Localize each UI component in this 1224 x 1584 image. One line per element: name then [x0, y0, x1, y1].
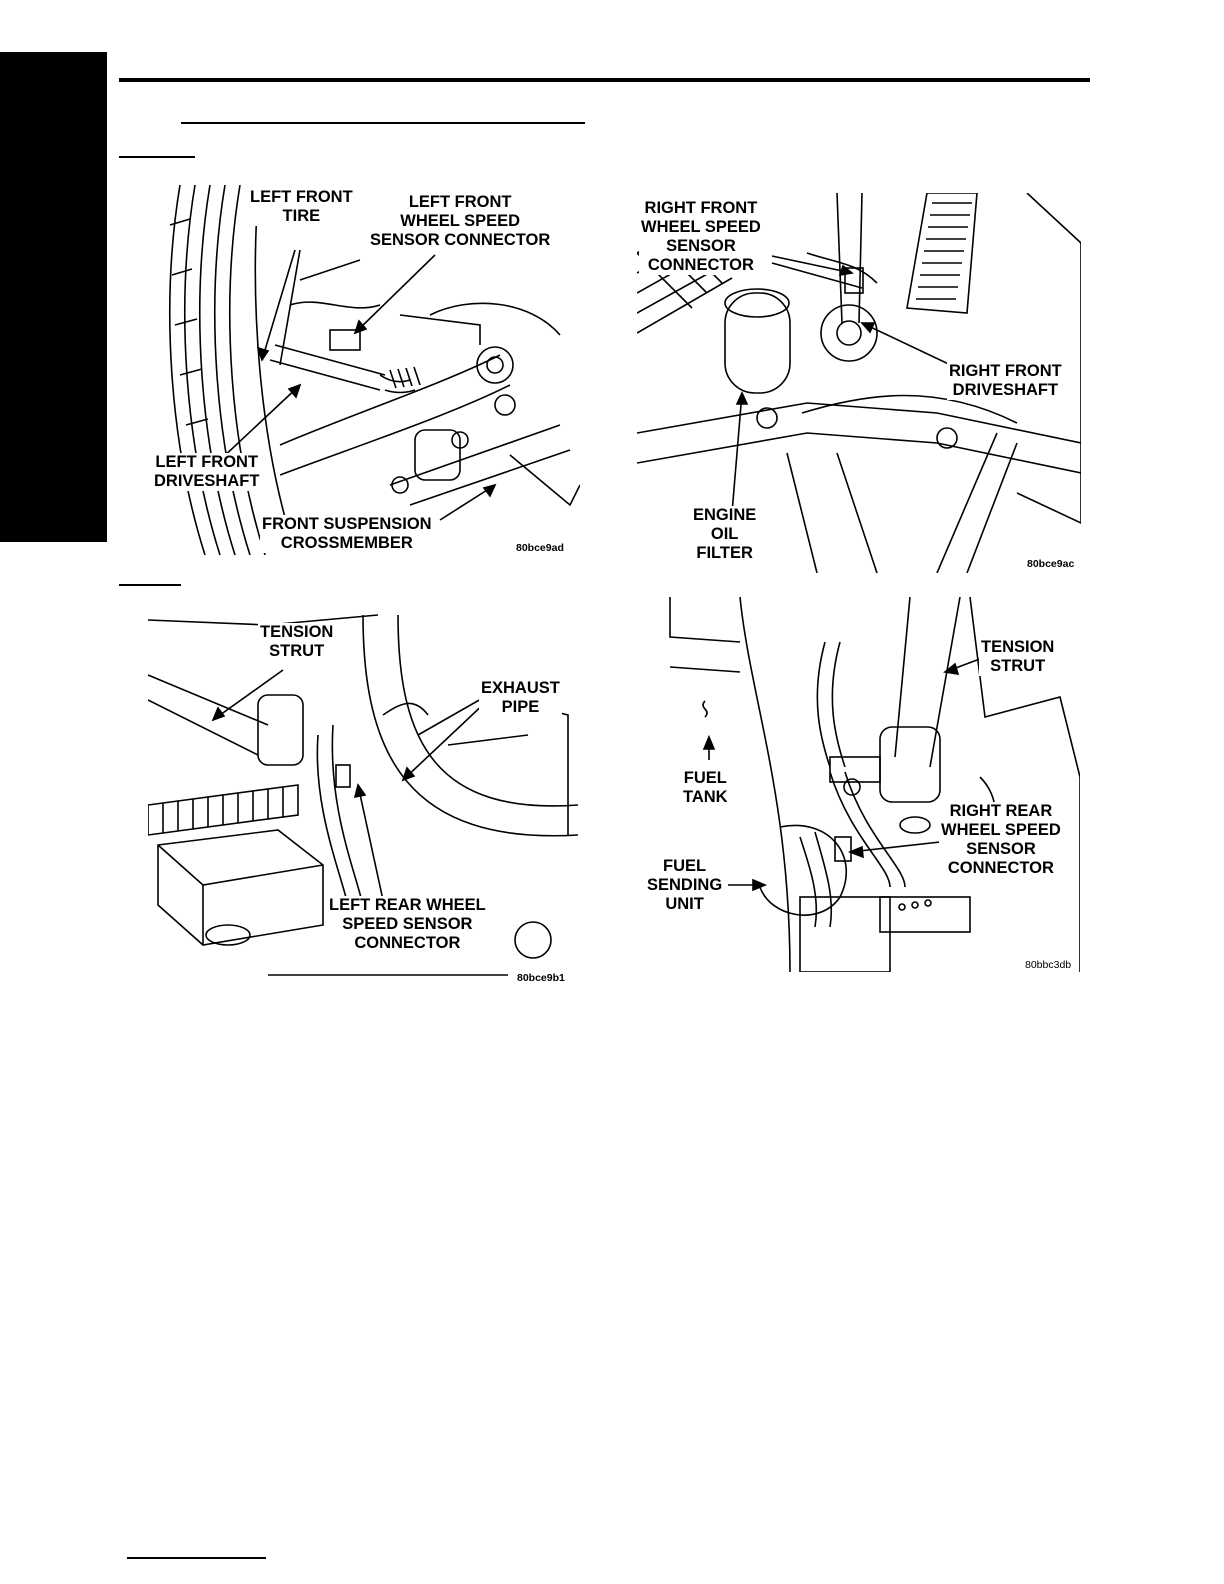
callout-left-front-driveshaft: LEFT FRONT DRIVESHAFT	[154, 453, 260, 490]
figure-left-front-sensor	[150, 185, 580, 555]
callout-front-suspension-crossmember: FRONT SUSPENSION CROSSMEMBER	[262, 515, 432, 552]
callout-right-front-sensor-connector: RIGHT FRONT WHEEL SPEED SENSOR CONNECTOR	[641, 199, 761, 274]
callout-left-rear-sensor-connector: LEFT REAR WHEEL SPEED SENSOR CONNECTOR	[329, 896, 486, 952]
callout-fuel-tank: FUEL TANK	[683, 769, 728, 806]
figure-label-underline-2	[119, 584, 181, 586]
figure-label-underline-1	[119, 156, 195, 158]
figure-code-right-front: 80bce9ac	[1027, 558, 1075, 570]
callout-left-front-sensor-connector: LEFT FRONT WHEEL SPEED SENSOR CONNECTOR	[370, 193, 551, 249]
callout-left-rear-tension-strut: TENSION STRUT	[260, 623, 334, 660]
callout-exhaust-pipe: EXHAUST PIPE	[481, 679, 560, 716]
callout-right-front-driveshaft: RIGHT FRONT DRIVESHAFT	[949, 362, 1062, 399]
section-tab	[0, 52, 107, 542]
header-rule	[119, 78, 1090, 82]
figure-right-rear-sensor	[640, 597, 1080, 972]
figure-code-left-front: 80bce9ad	[516, 542, 564, 554]
callout-right-rear-tension-strut: TENSION STRUT	[981, 638, 1055, 675]
footer-underline	[127, 1557, 266, 1559]
callout-left-front-tire: LEFT FRONT TIRE	[250, 188, 353, 225]
callout-fuel-sending-unit: FUEL SENDING UNIT	[647, 857, 723, 913]
figure-left-rear-sensor	[148, 605, 578, 983]
figure-code-right-rear: 80bbc3db	[1025, 959, 1072, 971]
title-underline	[181, 122, 585, 124]
figure-right-front-sensor	[637, 193, 1081, 573]
figure-code-left-rear: 80bce9b1	[517, 972, 565, 983]
callout-right-rear-sensor-connector: RIGHT REAR WHEEL SPEED SENSOR CONNECTOR	[941, 802, 1061, 877]
callout-engine-oil-filter: ENGINE OIL FILTER	[693, 506, 757, 562]
